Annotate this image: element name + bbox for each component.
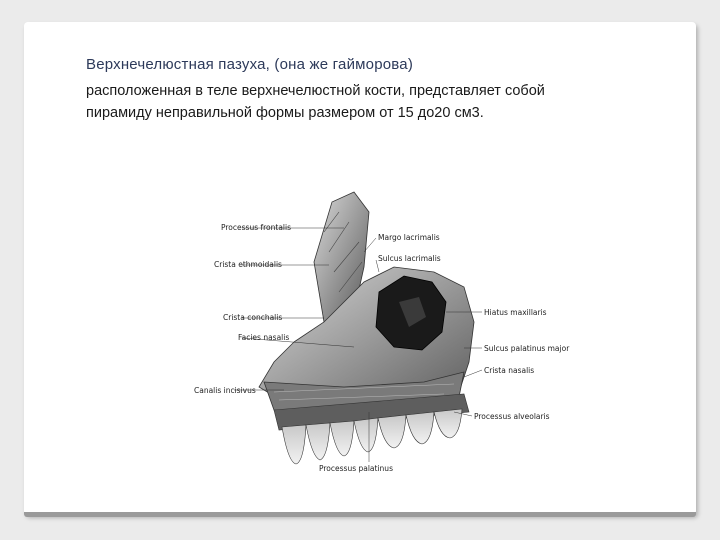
body-line-1: расположенная в теле верхнечелюстной кости, представляет собой [86,83,545,99]
label-crista-nasalis: Crista nasalis [484,366,535,375]
slide-body [86,80,646,124]
label-processus-palatinus: Processus palatinus [319,464,393,473]
label-processus-frontalis: Processus frontalis [221,223,292,232]
slide-bottom-bar [24,512,696,517]
label-processus-alveolaris: Processus alveolaris [474,412,550,421]
label-canalis-incisivus: Canalis incisivus [194,386,256,395]
label-crista-conchalis: Crista conchalis [223,313,283,322]
label-sulcus-palatinus-major: Sulcus palatinus major [484,344,570,353]
maxilla-drawing [164,172,584,482]
slide [24,22,696,515]
label-hiatus-maxillaris: Hiatus maxillaris [484,308,547,317]
body-line-2: пирамиду неправильной формы размером от 15 до20 см3. [86,105,484,121]
label-facies-nasalis: Facies nasalis [238,333,290,342]
label-crista-ethmoidalis: Crista ethmoidalis [214,260,282,269]
maxilla-illustration [164,172,584,482]
label-margo-lacrimalis: Margo lacrimalis [378,233,440,242]
slide-title: Верхнечелюстная пазуха, (она же гайморова) [86,56,414,73]
label-sulcus-lacrimalis: Sulcus lacrimalis [378,254,441,263]
